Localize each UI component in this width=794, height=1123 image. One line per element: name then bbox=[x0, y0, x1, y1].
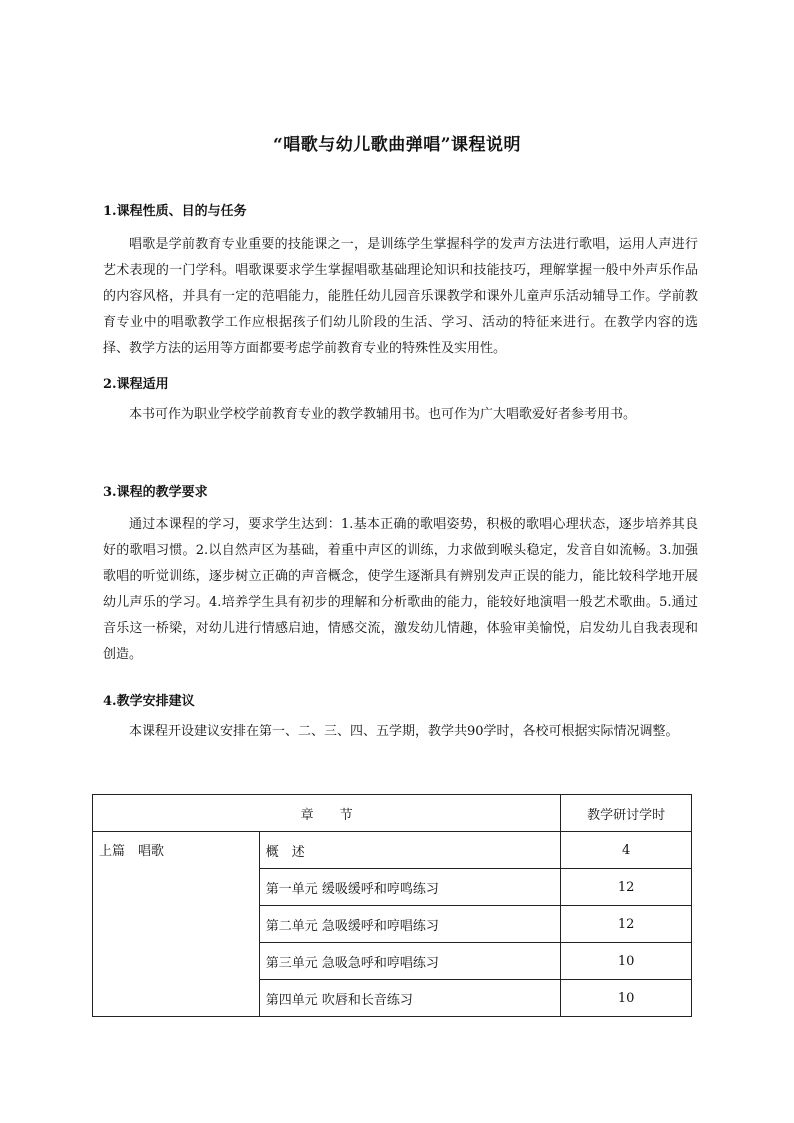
unit-name: 第一单元 缓吸缓呼和哼鸣练习 bbox=[259, 869, 560, 906]
section-body-requirements: 通过本课程的学习，要求学生达到：1.基本正确的歌唱姿势，积极的歌唱心理状态，逐步培养其良好的歌唱习惯。2.以自然声区为基础，着重中声区的训练，力求做到喉头稳定，发音自如流畅。3.加强歌唱的听觉训练，逐步树立正确的声音概念，使学生逐渐具有辨别发声正误的能力，能比较科学地开展幼儿声乐的学习。4.培养学生具有初步的理解和分析歌曲的能力，能较好地演唱一般艺术歌曲。5.通过音乐这一桥梁，对幼儿进行情感启迪，情感交流，激发幼儿情趣，体验审美愉悦，启发幼儿自我表现和创造。 bbox=[103, 517, 698, 662]
unit-hours: 4 bbox=[561, 832, 692, 869]
unit-name: 概 述 bbox=[259, 832, 560, 869]
unit-name: 第三单元 急吸急呼和哼唱练习 bbox=[259, 943, 560, 980]
section-heading-nature: 1.课程性质、目的与任务 bbox=[103, 204, 247, 219]
section-heading-requirements: 3.课程的教学要求 bbox=[103, 485, 208, 500]
unit-hours: 12 bbox=[561, 869, 692, 906]
header-chapter: 章 节 bbox=[93, 795, 561, 832]
unit-name: 第四单元 吹唇和长音练习 bbox=[259, 980, 560, 1017]
header-hours: 教学研讨学时 bbox=[561, 795, 692, 832]
page-title: “唱歌与幼儿歌曲弹唱”课程说明 bbox=[272, 135, 522, 155]
section-body-schedule: 本课程开设建议安排在第一、二、三、四、五学期，教学共90学时，各校可根据实际情况调整。 bbox=[129, 724, 679, 739]
unit-hours: 12 bbox=[561, 906, 692, 943]
table-header-row bbox=[93, 795, 692, 832]
part-label: 上篇 唱歌 bbox=[93, 832, 260, 1017]
unit-name: 第二单元 急吸缓呼和哼唱练习 bbox=[259, 906, 560, 943]
schedule-table bbox=[92, 794, 692, 1017]
unit-hours: 10 bbox=[561, 943, 692, 980]
unit-hours: 10 bbox=[561, 980, 692, 1017]
section-heading-schedule: 4.教学安排建议 bbox=[103, 694, 195, 709]
section-body-nature: 唱歌是学前教育专业重要的技能课之一，是训练学生掌握科学的发声方法进行歌唱，运用人声进行艺术表现的一门学科。唱歌课要求学生掌握唱歌基础理论知识和技能技巧，理解掌握一般中外声乐作品的内容风格，并具有一定的范唱能力，能胜任幼儿园音乐课教学和课外儿童声乐活动辅导工作。学前教育专业中的唱歌教学工作应根据孩子们幼儿阶段的生活、学习、活动的特征来进行。在教学内容的选择、教学方法的运用等方面都要考虑学前教育专业的特殊性及实用性。 bbox=[103, 237, 698, 356]
table-row bbox=[93, 832, 692, 869]
section-heading-applicability: 2.课程适用 bbox=[103, 377, 169, 392]
section-body-applicability: 本书可作为职业学校学前教育专业的教学教辅用书。也可作为广大唱歌爱好者参考用书。 bbox=[129, 407, 637, 422]
